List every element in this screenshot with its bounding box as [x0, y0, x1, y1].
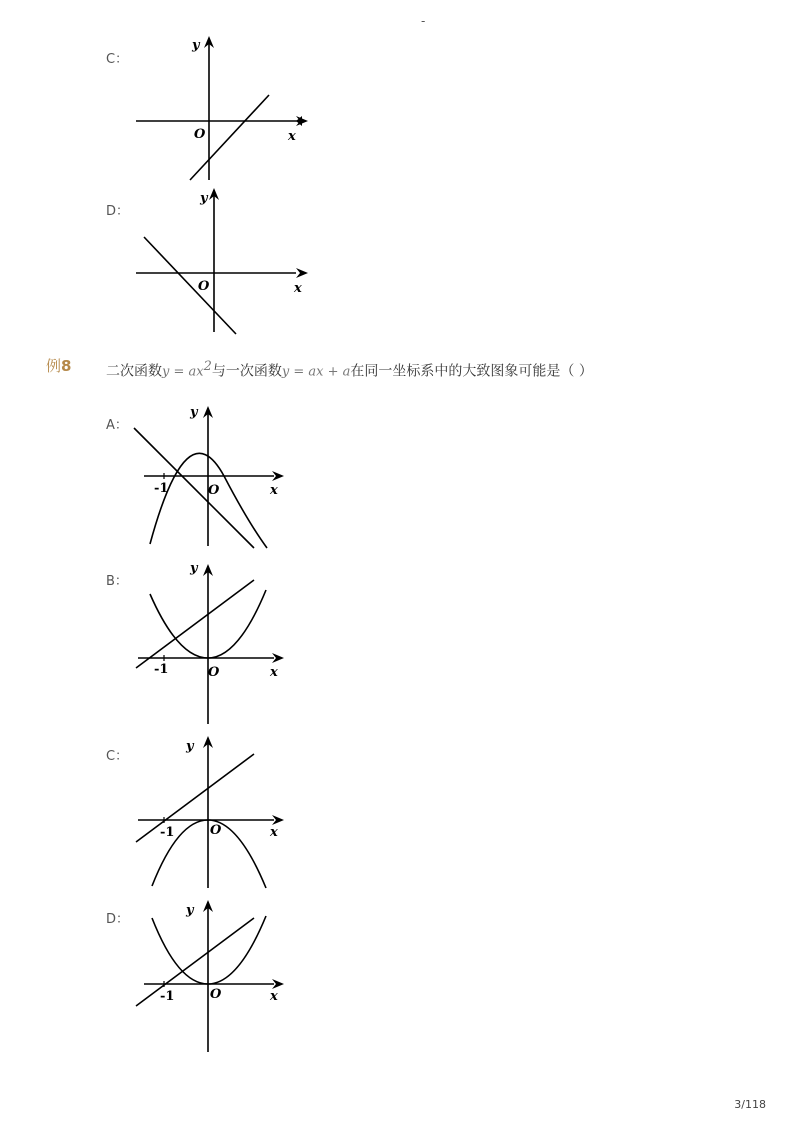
neg-one-label: -1	[160, 989, 175, 1004]
page-number: 3/118	[734, 1098, 766, 1111]
parabola-curve	[152, 916, 266, 984]
x-axis-label: x	[270, 665, 278, 680]
y-axis-label: y	[192, 38, 200, 53]
graph-option-a	[130, 400, 300, 550]
x-axis-arrow	[296, 268, 308, 278]
linear-function-line	[136, 918, 254, 1006]
graph-option-c	[130, 728, 300, 893]
option-label-b[interactable]: B：	[106, 574, 128, 589]
y-axis-label: y	[190, 561, 198, 576]
option-label-c-prev[interactable]: C：	[106, 52, 129, 67]
header-mark: -	[421, 14, 426, 28]
neg-one-label: -1	[154, 481, 169, 496]
neg-one-label: -1	[160, 825, 175, 840]
x-axis-label: x	[270, 483, 278, 498]
y-axis-label: y	[200, 191, 208, 206]
y-axis-label: y	[186, 903, 194, 918]
origin-label: O	[208, 665, 220, 680]
origin-label: O	[210, 987, 222, 1002]
y-axis-label: y	[186, 739, 194, 754]
graph-c-prev	[130, 30, 310, 190]
x-axis-label: x	[288, 129, 296, 144]
x-axis-label: x	[270, 825, 278, 840]
graph-option-b	[130, 556, 300, 726]
origin-label: O	[194, 127, 206, 142]
math-quadratic: y = ax	[162, 364, 204, 380]
origin-label: O	[208, 483, 220, 498]
option-label-d-prev[interactable]: D：	[106, 204, 130, 219]
question-text: 二次函数$y = ax^2$与一次函数y = ax + a在同一坐标系中的大致图象可能是（ ）	[106, 359, 593, 380]
x-axis-label: x	[294, 281, 302, 296]
option-label-a[interactable]: A：	[106, 418, 128, 433]
graph-option-d	[130, 892, 300, 1057]
linear-function-line	[144, 237, 236, 334]
y-axis-label: y	[190, 405, 198, 420]
x-axis-label: x	[270, 989, 278, 1004]
linear-function-line	[136, 754, 254, 842]
example-tag: 例8	[46, 357, 72, 375]
linear-function-line	[134, 428, 254, 548]
graph-d-prev	[130, 182, 310, 342]
math-linear: y = ax + a	[281, 364, 351, 380]
option-label-d[interactable]: D：	[106, 912, 130, 927]
neg-one-label: -1	[154, 662, 169, 677]
origin-label: O	[210, 823, 222, 838]
option-label-c[interactable]: C：	[106, 749, 129, 764]
origin-label: O	[198, 279, 210, 294]
